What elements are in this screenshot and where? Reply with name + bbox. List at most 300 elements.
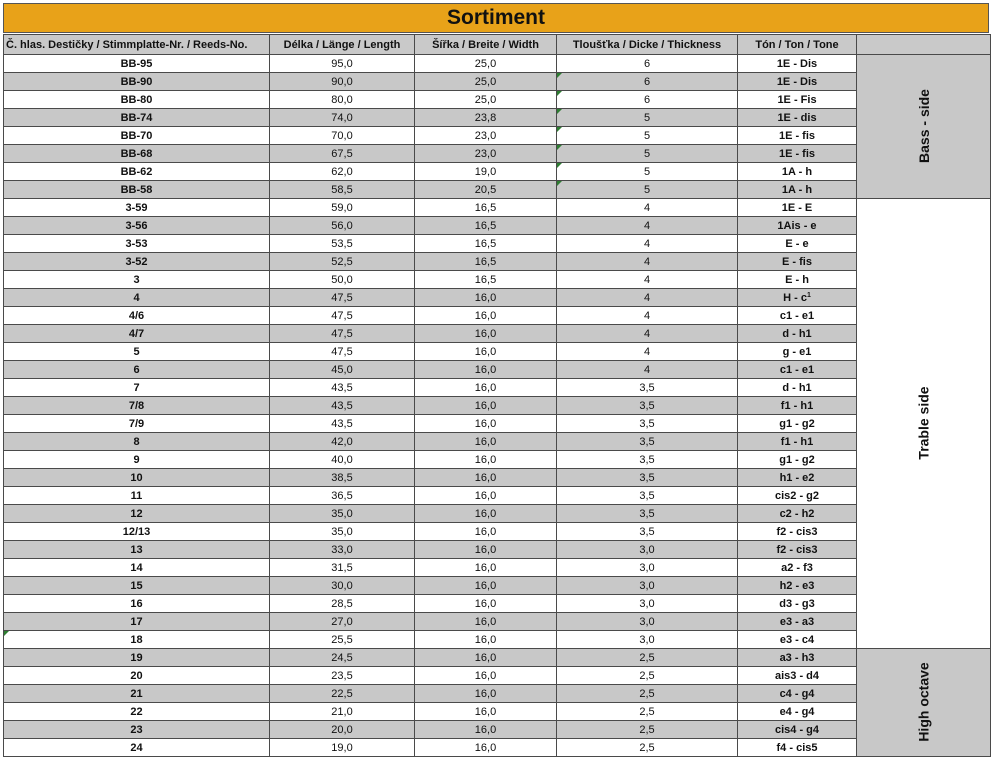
tone-cell [738, 253, 857, 271]
thickness-cell [557, 559, 738, 577]
thickness-cell [557, 721, 738, 739]
tone-cell [738, 235, 857, 253]
tone-cell [738, 289, 857, 307]
width-cell-text: 16,0 [474, 597, 497, 610]
thickness-cell [557, 73, 738, 91]
width-cell [415, 325, 557, 343]
length-cell-text: 95,0 [331, 57, 353, 70]
thickness-cell-text: 3,0 [639, 561, 655, 574]
width-cell-text: 16,5 [474, 255, 497, 268]
tone-cell-text: 1E - fis [778, 129, 816, 142]
thickness-cell-text: 3,5 [639, 417, 655, 430]
width-cell-text: 25,0 [474, 75, 497, 88]
tone-cell-text: ais3 - d4 [774, 669, 820, 682]
reed-cell [4, 433, 270, 451]
reed-cell-text: BB-90 [120, 75, 153, 88]
reed-cell [4, 91, 270, 109]
thickness-cell [557, 595, 738, 613]
thickness-cell [557, 703, 738, 721]
length-cell-text: 47,5 [331, 309, 353, 322]
reed-cell [4, 469, 270, 487]
length-cell [270, 739, 415, 757]
tone-cell-text: E - e [785, 237, 809, 250]
tone-cell-text: g - e1 [782, 345, 812, 358]
tone-cell-text: f2 - cis3 [776, 543, 818, 556]
tone-cell-text: f1 - h1 [780, 435, 814, 448]
tone-cell [738, 523, 857, 541]
tone-cell-text: h2 - e3 [779, 579, 815, 592]
width-cell-text: 16,0 [474, 669, 497, 682]
width-cell [415, 55, 557, 73]
group-label: Trable side [915, 385, 932, 460]
length-cell [270, 289, 415, 307]
thickness-cell [557, 109, 738, 127]
thickness-cell-text: 3,5 [639, 399, 655, 412]
thickness-cell [557, 415, 738, 433]
width-cell-text: 23,0 [474, 129, 497, 142]
length-cell-text: 47,5 [331, 345, 353, 358]
thickness-cell [557, 667, 738, 685]
table-row [4, 397, 991, 415]
length-cell [270, 595, 415, 613]
width-cell-text: 16,0 [474, 381, 497, 394]
width-cell [415, 307, 557, 325]
tone-cell-text: e3 - c4 [779, 633, 815, 646]
reed-cell [4, 739, 270, 757]
reed-cell [4, 487, 270, 505]
width-cell [415, 505, 557, 523]
tone-cell-text: 1A - h [781, 183, 813, 196]
table-row [4, 253, 991, 271]
tone-cell-text: f1 - h1 [780, 399, 814, 412]
reed-cell-text: 3-52 [125, 255, 148, 268]
length-cell [270, 55, 415, 73]
width-cell [415, 217, 557, 235]
width-cell-text: 16,0 [474, 327, 497, 340]
reed-cell-text: 23 [130, 723, 143, 736]
reed-cell-text: 19 [130, 651, 143, 664]
tone-cell-text: g1 - g2 [779, 453, 815, 466]
table-row [4, 415, 991, 433]
tone-cell-text: e4 - g4 [779, 705, 815, 718]
tone-cell-text: c2 - h2 [779, 507, 815, 520]
width-cell-text: 20,5 [474, 183, 497, 196]
width-cell [415, 487, 557, 505]
width-cell [415, 721, 557, 739]
tone-cell-text: f2 - cis3 [776, 525, 818, 538]
length-cell-text: 43,5 [331, 381, 353, 394]
header-width: Šířka / Breite / Width [415, 35, 557, 55]
reed-cell [4, 109, 270, 127]
tone-cell [738, 343, 857, 361]
table-row [4, 109, 991, 127]
tone-cell [738, 487, 857, 505]
width-cell-text: 16,5 [474, 273, 497, 286]
width-cell [415, 541, 557, 559]
width-cell-text: 16,5 [474, 201, 497, 214]
tone-cell [738, 631, 857, 649]
tone-cell-text: d - h1 [782, 327, 812, 340]
length-cell [270, 559, 415, 577]
length-cell-text: 21,0 [331, 705, 353, 718]
thickness-cell-text: 3,0 [639, 543, 655, 556]
tone-cell [738, 199, 857, 217]
width-cell-text: 16,0 [474, 561, 497, 574]
width-cell [415, 235, 557, 253]
table-row [4, 199, 991, 217]
thickness-cell [557, 685, 738, 703]
width-cell-text: 16,0 [474, 723, 497, 736]
width-cell [415, 739, 557, 757]
reed-cell-text: BB-58 [120, 183, 153, 196]
reed-cell [4, 271, 270, 289]
reed-cell [4, 397, 270, 415]
reed-cell-text: 20 [130, 669, 143, 682]
reed-cell [4, 73, 270, 91]
table-row [4, 145, 991, 163]
thickness-cell [557, 397, 738, 415]
table-row [4, 73, 991, 91]
length-cell [270, 217, 415, 235]
tone-cell [738, 739, 857, 757]
reed-cell-text: 18 [130, 633, 143, 646]
reed-cell-text: 4/7 [128, 327, 145, 340]
thickness-cell-text: 4 [643, 363, 651, 376]
reed-cell-text: BB-74 [120, 111, 153, 124]
reed-cell [4, 55, 270, 73]
tone-cell-text: E - h [785, 273, 809, 286]
tone-cell-text: g1 - g2 [779, 417, 815, 430]
thickness-cell-text: 4 [643, 291, 651, 304]
table-row [4, 181, 991, 199]
reed-cell [4, 361, 270, 379]
thickness-cell-text: 3,0 [639, 597, 655, 610]
width-cell-text: 16,0 [474, 525, 497, 538]
table-row [4, 235, 991, 253]
reed-cell [4, 685, 270, 703]
width-cell-text: 16,5 [474, 219, 497, 232]
tone-cell-text: 1Ais - e [777, 219, 817, 232]
length-cell [270, 361, 415, 379]
tone-cell [738, 649, 857, 667]
width-cell [415, 109, 557, 127]
table-row [4, 595, 991, 613]
length-cell-text: 53,5 [331, 237, 353, 250]
tone-cell [738, 163, 857, 181]
length-cell [270, 73, 415, 91]
reed-cell [4, 667, 270, 685]
reed-cell [4, 703, 270, 721]
width-cell [415, 631, 557, 649]
length-cell [270, 541, 415, 559]
length-cell-text: 23,5 [331, 669, 353, 682]
header-group [857, 35, 991, 55]
table-row [4, 433, 991, 451]
length-cell [270, 613, 415, 631]
reed-cell-text: 13 [130, 543, 143, 556]
width-cell [415, 253, 557, 271]
thickness-cell-text: 3,5 [639, 489, 655, 502]
tone-cell-text: e3 - a3 [779, 615, 815, 628]
thickness-cell [557, 145, 738, 163]
thickness-cell-text: 3,0 [639, 615, 655, 628]
reed-cell-text: 3 [133, 273, 140, 286]
table-row [4, 451, 991, 469]
reed-cell-text: 15 [130, 579, 143, 592]
thickness-cell-text: 6 [643, 93, 651, 106]
width-cell [415, 415, 557, 433]
thickness-cell [557, 577, 738, 595]
width-cell [415, 667, 557, 685]
table-row [4, 163, 991, 181]
length-cell-text: 30,0 [331, 579, 353, 592]
tone-cell [738, 613, 857, 631]
reed-cell [4, 577, 270, 595]
width-cell [415, 685, 557, 703]
length-cell-text: 35,0 [331, 507, 353, 520]
width-cell [415, 397, 557, 415]
reed-cell-text: 24 [130, 741, 143, 754]
thickness-cell-text: 3,0 [639, 579, 655, 592]
length-cell-text: 38,5 [331, 471, 353, 484]
tone-cell [738, 127, 857, 145]
thickness-cell [557, 433, 738, 451]
length-cell-text: 80,0 [331, 93, 353, 106]
tone-cell-text: d3 - g3 [779, 597, 815, 610]
width-cell [415, 163, 557, 181]
reed-cell-text: 12 [130, 507, 143, 520]
table-row [4, 289, 991, 307]
tone-cell [738, 721, 857, 739]
thickness-cell-text: 4 [643, 327, 651, 340]
thickness-cell-text: 3,5 [639, 471, 655, 484]
length-cell [270, 307, 415, 325]
width-cell-text: 23,8 [474, 111, 497, 124]
thickness-cell [557, 217, 738, 235]
width-cell-text: 16,0 [474, 687, 497, 700]
table-row [4, 721, 991, 739]
thickness-cell-text: 4 [643, 219, 651, 232]
header-length: Délka / Länge / Length [270, 35, 415, 55]
length-cell-text: 45,0 [331, 363, 353, 376]
width-cell-text: 16,0 [474, 399, 497, 412]
reed-cell-text: 7 [133, 381, 140, 394]
tone-cell-text: cis2 - g2 [774, 489, 820, 502]
reed-cell-text: 3-59 [125, 201, 148, 214]
tone-cell [738, 307, 857, 325]
reed-cell [4, 631, 270, 649]
tone-cell-text: h1 - e2 [779, 471, 815, 484]
thickness-cell-text: 3,0 [639, 633, 655, 646]
width-cell-text: 16,0 [474, 471, 497, 484]
width-cell [415, 577, 557, 595]
width-cell-text: 16,0 [474, 507, 497, 520]
tone-cell-text: 1A - h [781, 165, 813, 178]
tone-cell [738, 667, 857, 685]
length-cell-text: 28,5 [331, 597, 353, 610]
reed-cell [4, 325, 270, 343]
thickness-cell-text: 5 [643, 183, 651, 196]
width-cell-text: 16,0 [474, 633, 497, 646]
reed-cell-text: BB-62 [120, 165, 153, 178]
tone-cell [738, 361, 857, 379]
length-cell [270, 109, 415, 127]
table-row [4, 487, 991, 505]
thickness-cell-text: 5 [643, 129, 651, 142]
header-thickness: Tloušťka / Dicke / Thickness [557, 35, 738, 55]
group-label-cell [857, 55, 991, 199]
width-cell-text: 16,0 [474, 435, 497, 448]
width-cell [415, 91, 557, 109]
length-cell [270, 721, 415, 739]
thickness-cell [557, 325, 738, 343]
width-cell-text: 16,0 [474, 489, 497, 502]
width-cell [415, 73, 557, 91]
width-cell-text: 16,0 [474, 345, 497, 358]
tone-cell-text: 1E - Fis [777, 93, 817, 106]
reed-cell [4, 595, 270, 613]
length-cell [270, 631, 415, 649]
thickness-cell-text: 5 [643, 165, 651, 178]
tone-cell [738, 415, 857, 433]
table-row [4, 325, 991, 343]
reed-cell [4, 613, 270, 631]
tone-cell-text: a2 - f3 [781, 561, 813, 574]
thickness-cell [557, 613, 738, 631]
length-cell-text: 43,5 [331, 399, 353, 412]
reed-cell [4, 235, 270, 253]
tone-cell-text: a3 - h3 [779, 651, 815, 664]
width-cell [415, 613, 557, 631]
width-cell [415, 523, 557, 541]
length-cell [270, 487, 415, 505]
length-cell [270, 505, 415, 523]
table-row [4, 613, 991, 631]
width-cell-text: 16,0 [474, 615, 497, 628]
length-cell-text: 19,0 [331, 741, 353, 754]
thickness-cell [557, 487, 738, 505]
tone-cell [738, 109, 857, 127]
length-cell-text: 27,0 [331, 615, 353, 628]
length-cell-text: 40,0 [331, 453, 353, 466]
reed-cell [4, 523, 270, 541]
table-row [4, 541, 991, 559]
thickness-cell-text: 3,5 [639, 507, 655, 520]
tone-cell-text: c1 - e1 [779, 363, 815, 376]
width-cell-text: 19,0 [474, 165, 497, 178]
tone-cell [738, 325, 857, 343]
table-row [4, 307, 991, 325]
width-cell [415, 469, 557, 487]
thickness-cell [557, 163, 738, 181]
table-row [4, 379, 991, 397]
length-cell-text: 20,0 [331, 723, 353, 736]
group-label: Bass - side [915, 88, 932, 163]
thickness-cell-text: 2,5 [639, 741, 655, 754]
tone-cell [738, 73, 857, 91]
reed-cell [4, 721, 270, 739]
group-label-cell [857, 199, 991, 649]
tone-cell-text: 1E - fis [778, 147, 816, 160]
reed-cell-text: 9 [133, 453, 140, 466]
thickness-cell-text: 4 [643, 345, 651, 358]
tone-cell-text: c1 - e1 [779, 309, 815, 322]
table-row [4, 55, 991, 73]
thickness-cell [557, 271, 738, 289]
reed-cell [4, 649, 270, 667]
width-cell [415, 199, 557, 217]
table-row [4, 559, 991, 577]
tone-cell [738, 433, 857, 451]
thickness-cell-text: 6 [643, 57, 651, 70]
tone-cell-text: c4 - g4 [779, 687, 815, 700]
table-row [4, 667, 991, 685]
thickness-cell [557, 91, 738, 109]
thickness-cell [557, 379, 738, 397]
thickness-cell [557, 343, 738, 361]
length-cell [270, 451, 415, 469]
reed-cell-text: 6 [133, 363, 140, 376]
table-row [4, 523, 991, 541]
tone-cell [738, 541, 857, 559]
length-cell [270, 667, 415, 685]
reed-cell [4, 163, 270, 181]
thickness-cell [557, 469, 738, 487]
length-cell-text: 42,0 [331, 435, 353, 448]
width-cell [415, 559, 557, 577]
width-cell [415, 145, 557, 163]
reed-cell-text: 7/8 [128, 399, 145, 412]
thickness-cell [557, 307, 738, 325]
reed-cell [4, 541, 270, 559]
length-cell [270, 469, 415, 487]
width-cell [415, 271, 557, 289]
length-cell [270, 685, 415, 703]
reed-cell [4, 127, 270, 145]
sortiment-table [3, 34, 991, 757]
tone-cell [738, 469, 857, 487]
thickness-cell [557, 127, 738, 145]
length-cell [270, 703, 415, 721]
length-cell-text: 47,5 [331, 327, 353, 340]
thickness-cell [557, 181, 738, 199]
length-cell-text: 70,0 [331, 129, 353, 142]
thickness-cell [557, 541, 738, 559]
reed-cell-text: 21 [130, 687, 143, 700]
tone-cell [738, 181, 857, 199]
reed-cell-text: BB-68 [120, 147, 153, 160]
tone-cell-text: cis4 - g4 [774, 723, 820, 736]
length-cell [270, 379, 415, 397]
length-cell [270, 415, 415, 433]
width-cell-text: 16,0 [474, 453, 497, 466]
thickness-cell-text: 4 [643, 201, 651, 214]
reed-cell [4, 307, 270, 325]
width-cell-text: 16,0 [474, 543, 497, 556]
table-row [4, 217, 991, 235]
tone-cell-text: 1E - Dis [776, 57, 818, 70]
reed-cell-text: 7/9 [128, 417, 145, 430]
reed-cell-text: 22 [130, 705, 143, 718]
length-cell-text: 25,5 [331, 633, 353, 646]
thickness-cell-text: 2,5 [639, 669, 655, 682]
length-cell [270, 523, 415, 541]
reed-cell [4, 415, 270, 433]
reed-cell-text: 3-53 [125, 237, 148, 250]
width-cell [415, 703, 557, 721]
tone-cell [738, 685, 857, 703]
width-cell-text: 16,0 [474, 705, 497, 718]
